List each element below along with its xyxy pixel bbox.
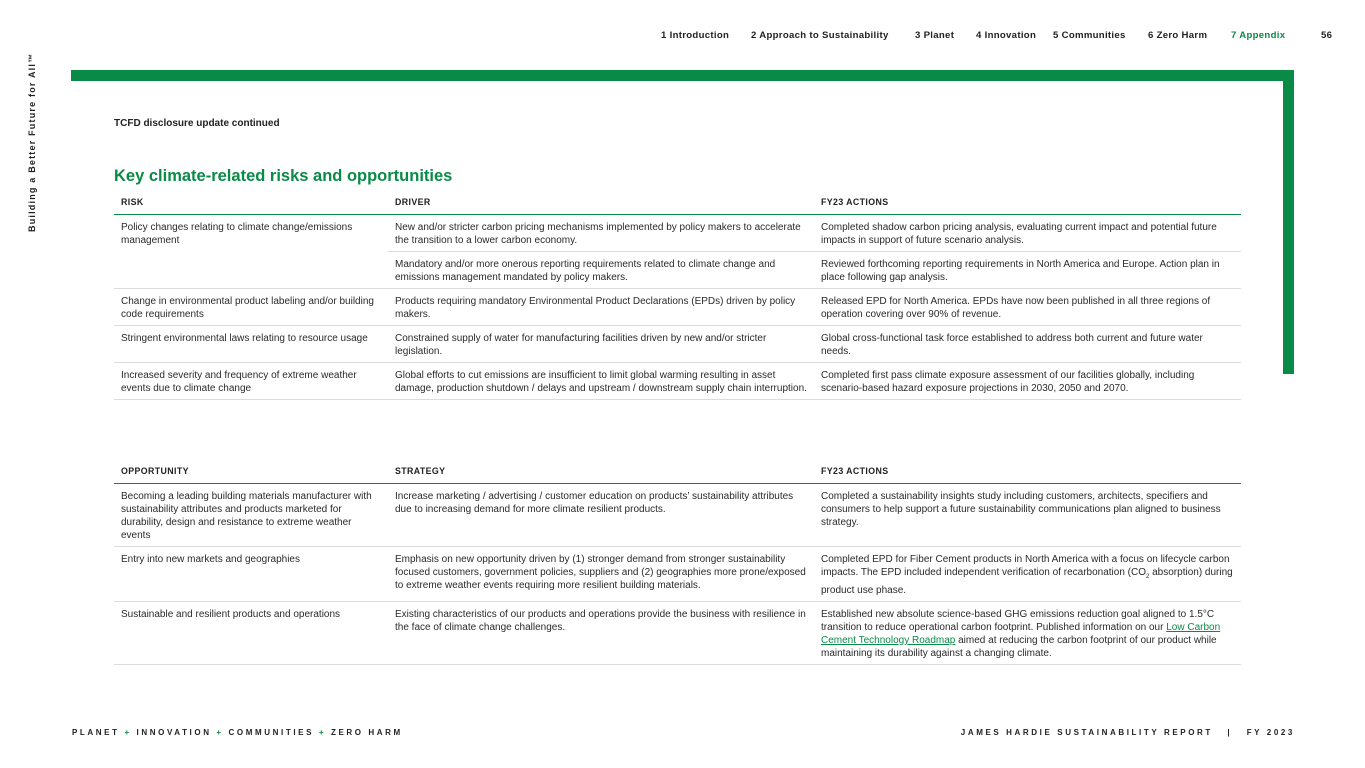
column-header-actions: FY23 ACTIONS <box>814 196 1241 215</box>
risk-cell: Change in environmental product labeling and/or building code requirements <box>114 289 388 326</box>
action-cell: Completed shadow carbon pricing analysis, evaluating current impact and potential future impacts in support of future scenario analysis. <box>814 215 1241 252</box>
footer-planet: PLANET <box>72 728 120 737</box>
table-row <box>114 484 1241 547</box>
plus-icon: + <box>216 728 224 737</box>
table-header-row <box>114 465 1241 484</box>
action-cell <box>814 547 1241 602</box>
opportunity-cell: Sustainable and resilient products and operations <box>114 602 388 665</box>
nav-planet[interactable]: 3 Planet <box>915 30 955 41</box>
nav-approach-to-sustainability[interactable]: 2 Approach to Sustainability <box>751 30 889 41</box>
page-title: Key climate-related risks and opportunities <box>114 167 453 185</box>
driver-cell: Constrained supply of water for manufacturing facilities driven by new and/or stricter legislation. <box>388 326 814 363</box>
action-cell: Released EPD for North America. EPDs have now been published in all three regions of operation covering over 90% of revenue. <box>814 289 1241 326</box>
strategy-cell: Increase marketing / advertising / customer education on products’ sustainability attributes due to increasing demand for more climate resilient products. <box>388 484 814 547</box>
action-cell: Completed first pass climate exposure assessment of our facilities globally, including scenario-based hazard exposure projections in 2030, 2050 and 2070. <box>814 363 1241 400</box>
footer-divider: | <box>1227 728 1233 737</box>
page-number: 56 <box>1321 30 1333 41</box>
footer-themes <box>72 728 403 737</box>
section-label: TCFD disclosure update continued <box>114 118 280 129</box>
risks-table <box>114 196 1241 400</box>
action-cell: Global cross-functional task force established to address both current and future water needs. <box>814 326 1241 363</box>
column-header-actions: FY23 ACTIONS <box>814 465 1241 484</box>
opportunity-cell: Becoming a leading building materials manufacturer with sustainability attributes and products marketed for durability, design and resistance to extreme weather events <box>114 484 388 547</box>
column-header-driver: DRIVER <box>388 196 814 215</box>
action-cell: Reviewed forthcoming reporting requirements in North America and Europe. Action plan in place following gap analysis. <box>814 252 1241 289</box>
risk-cell: Increased severity and frequency of extreme weather events due to climate change <box>114 363 388 400</box>
action-cell: Completed a sustainability insights study including customers, architects, specifiers and consumers to help support a future sustainability communications plan aligned to business strategy. <box>814 484 1241 547</box>
plus-icon: + <box>318 728 327 737</box>
footer-report <box>961 728 1295 737</box>
action-text: Completed EPD for Fiber Cement products in North America with a focus on lifecycle carbon impacts. The EPD included independent verification of recarbonation (CO <box>821 554 1230 578</box>
column-header-opportunity: OPPORTUNITY <box>114 465 388 484</box>
table-row <box>114 547 1241 602</box>
top-nav <box>0 30 1365 44</box>
green-frame-right <box>1283 70 1294 374</box>
nav-communities[interactable]: 5 Communities <box>1053 30 1126 41</box>
footer-report-title: JAMES HARDIE SUSTAINABILITY REPORT <box>960 728 1213 737</box>
roadmap-link[interactable]: Low Carbon Cement Technology Roadmap <box>821 622 1221 646</box>
nav-zero-harm[interactable]: 6 Zero Harm <box>1148 30 1208 41</box>
table-row <box>114 602 1241 665</box>
action-cell <box>814 602 1241 665</box>
green-frame-top <box>71 70 1294 81</box>
driver-cell: Products requiring mandatory Environmental Product Declarations (EPDs) driven by policy makers. <box>388 289 814 326</box>
table-row <box>114 326 1241 363</box>
driver-cell: Global efforts to cut emissions are insufficient to limit global warming resulting in asset damage, production shutdown / delays and upstream / downstream supply chain interruption. <box>388 363 814 400</box>
footer-communities: COMMUNITIES <box>228 728 315 737</box>
footer-innovation: INNOVATION <box>136 728 212 737</box>
nav-innovation[interactable]: 4 Innovation <box>976 30 1037 41</box>
subscript: 2 <box>1146 574 1150 580</box>
table-row <box>114 363 1241 400</box>
side-tagline: Building a Better Future for All™ <box>27 52 37 232</box>
strategy-cell: Emphasis on new opportunity driven by (1) stronger demand from stronger sustainability focused customers, government policies, suppliers and (2) geographies more prone/exposed to extreme weather events requiring more resilient building materials. <box>388 547 814 602</box>
nav-appendix[interactable]: 7 Appendix <box>1231 30 1286 41</box>
risk-cell: Stringent environmental laws relating to resource usage <box>114 326 388 363</box>
action-text: aimed at reducing the carbon footprint of our product while maintaining its durability against a changing climate. <box>821 635 1217 659</box>
nav-introduction[interactable]: 1 Introduction <box>661 30 730 41</box>
table-header-row <box>114 196 1241 215</box>
driver-cell: New and/or stricter carbon pricing mechanisms implemented by policy makers to accelerate the transition to a lower carbon economy. <box>388 215 814 252</box>
strategy-cell: Existing characteristics of our products and operations provide the business with resilience in the face of climate change challenges. <box>388 602 814 665</box>
table-row <box>114 289 1241 326</box>
table-row <box>114 215 1241 252</box>
column-header-strategy: STRATEGY <box>388 465 814 484</box>
plus-icon: + <box>124 728 132 737</box>
footer-zero-harm: ZERO HARM <box>330 728 403 737</box>
driver-cell: Mandatory and/or more onerous reporting requirements related to climate change and emissions management mandated by policy makers. <box>388 252 814 289</box>
opportunity-cell: Entry into new markets and geographies <box>114 547 388 602</box>
opportunities-table <box>114 465 1241 665</box>
risk-cell: Policy changes relating to climate change/emissions management <box>114 215 388 289</box>
action-text: absorption) during product use phase. <box>821 567 1233 596</box>
column-header-risk: RISK <box>114 196 388 215</box>
footer-year: FY 2023 <box>1246 728 1295 737</box>
action-text: Established new absolute science-based GHG emissions reduction goal aligned to 1.5°C transition to reduce operational carbon footprint. Published information on our <box>821 609 1215 633</box>
